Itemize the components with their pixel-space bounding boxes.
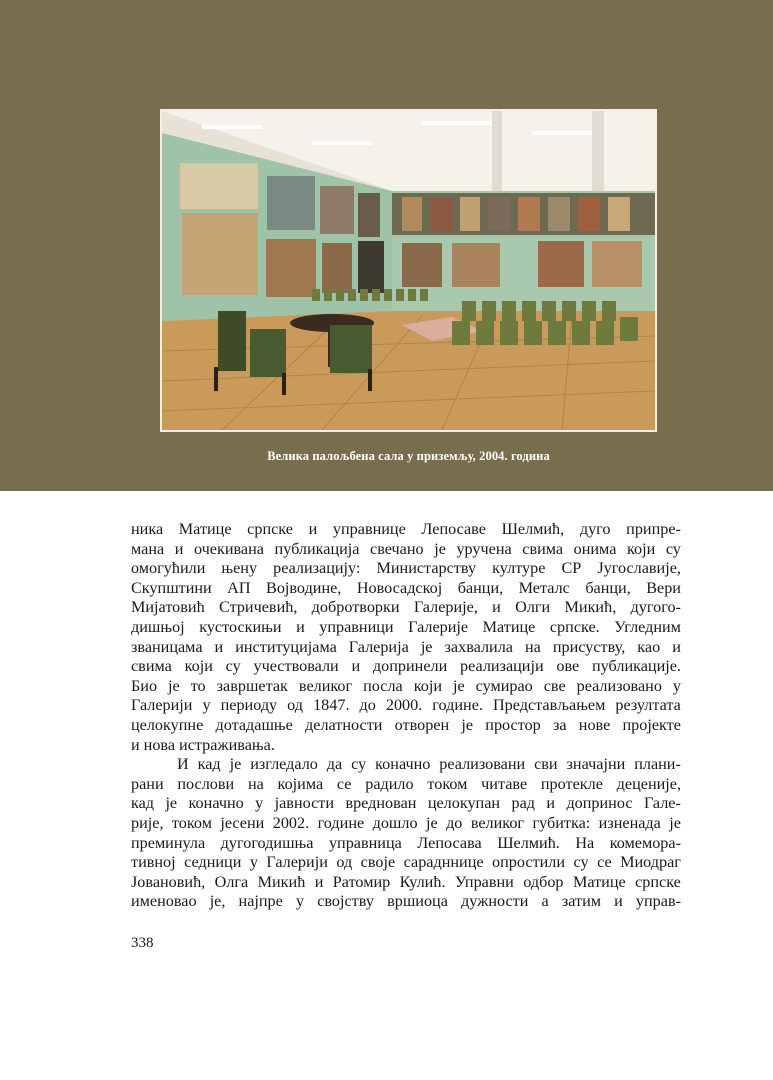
text-line: И кад је изгледало да су коначно реализовани сви значајни плани- (177, 755, 681, 774)
text-line: целокупне дотадашње делатности отворен је простор за нове пројекте (131, 715, 681, 734)
text-line: тивној седници у Галерији од своје сарадннице опростили су се Миодраг (131, 853, 681, 872)
text-line: званицама и институцијама Галерија је захвалила на присуству, као и (131, 637, 681, 656)
text-line: Јовановић, Олга Микић и Ратомир Кулић. Управни одбор Матице српске (131, 872, 681, 891)
text-line: омогућили њену реализацију: Министарству културе СР Југославије, (131, 559, 681, 578)
text-line: Галерији у периоду од 1847. до 2000. године. Представљањем резултата (131, 696, 681, 715)
text-line: свима који су учествовали и допринели реализацији ове публикације. (131, 657, 681, 676)
text-line: и нова истраживања. (131, 735, 275, 754)
body-text (131, 520, 681, 912)
text-line: кад је коначно у јавности вреднован целокупан рад и допринос Гале- (131, 794, 681, 813)
text-line: Био је то завршетак великог посла који је сумирао све реализовано у (131, 676, 681, 695)
hall-photo (160, 109, 657, 432)
text-line: преминула дугогодишња управница Лепосава Шелмић. На комемора- (131, 833, 681, 852)
text-line: рије, током јесени 2002. године дошло је до великог губитка: изненада је (131, 813, 681, 832)
text-line: Скупштини АП Војводине, Новосадској банци, Металс банци, Вери (131, 578, 681, 597)
text-line: рани послови на којима се радило током читаве протекле деценије, (131, 774, 681, 793)
page-number: 338 (131, 935, 154, 951)
photo-caption: Велика палољбена сала у приземљу, 2004. година (267, 449, 550, 463)
text-line: именовао је, најпре у својству вршиоца дужности а затим и управ- (131, 892, 681, 911)
text-line: Мијатовић Стричевић, добротворки Галерије, и Олги Микић, дугого- (131, 598, 681, 617)
text-line: мана и очекивана публикација свечано је уручена свима онима који су (131, 539, 681, 558)
text-line: ника Матице српске и управнице Лепосаве Шелмић, дуго припре- (131, 520, 681, 538)
text-line: дишњој кустоскињи и управници Галерије Матице српске. Угледним (131, 617, 681, 636)
